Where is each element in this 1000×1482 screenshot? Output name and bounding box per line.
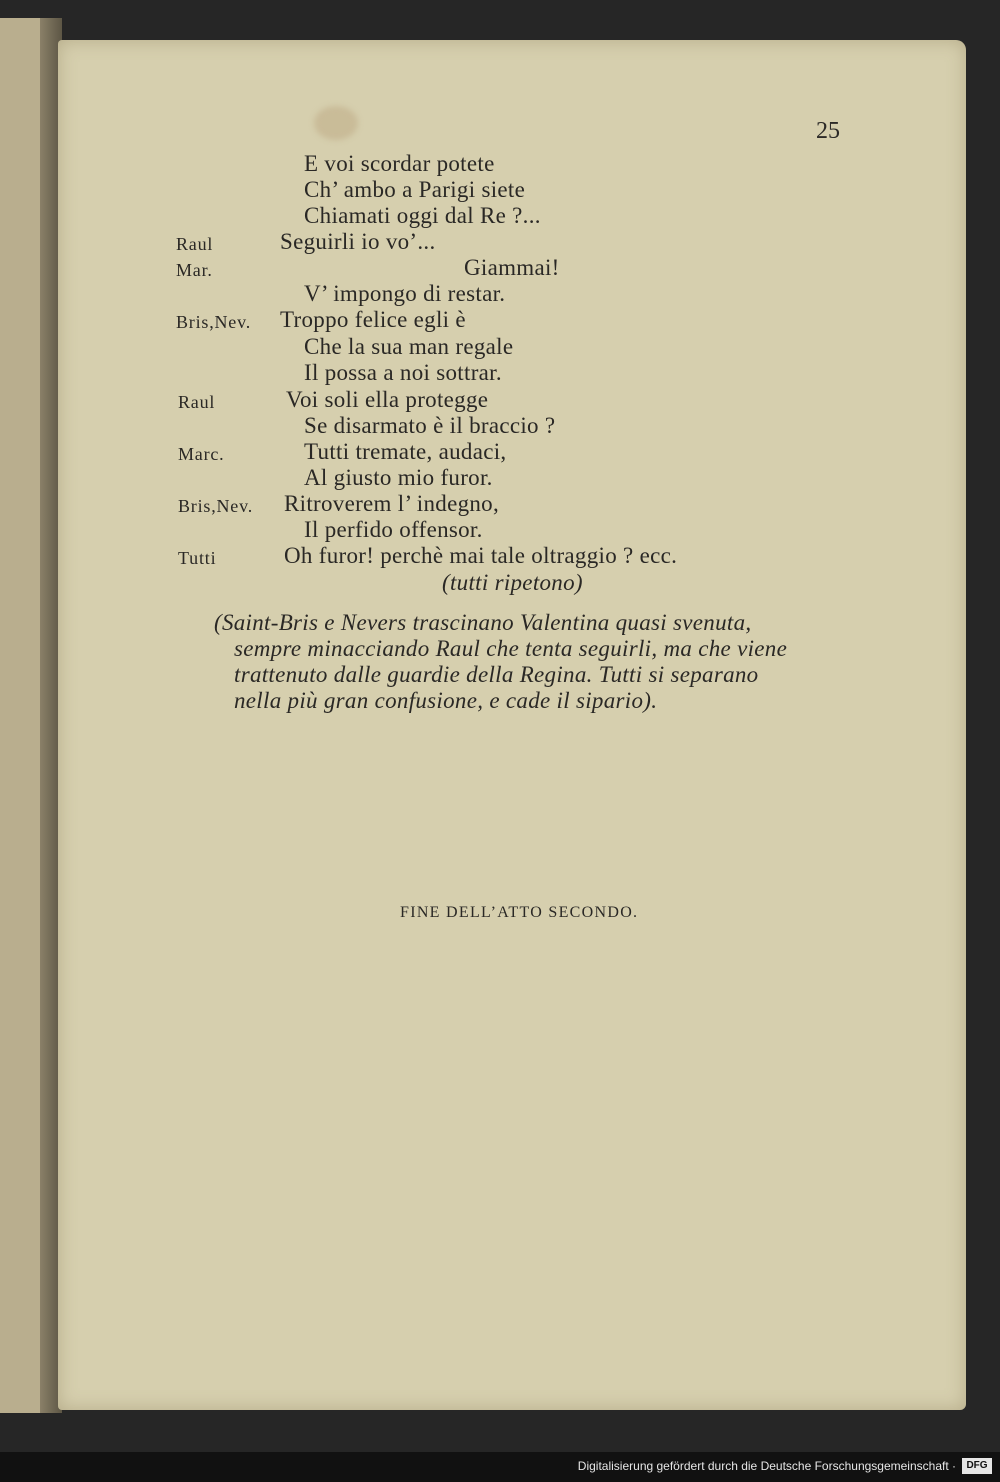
verse-line: Oh furor! perchè mai tale oltraggio ? ecc. (284, 543, 678, 568)
digitization-footer (0, 1452, 1000, 1482)
page-number: 25 (816, 118, 840, 144)
verse-line: V’ impongo di restar. (304, 281, 506, 306)
verse-line: Se disarmato è il braccio ? (304, 413, 556, 438)
speaker-label: Bris,Nev. (176, 312, 252, 332)
verse-line: Chiamati oggi dal Re ?... (304, 203, 541, 228)
speaker-label: Mar. (176, 260, 213, 280)
stage-direction-line: trattenuto dalle guardie della Regina. Tutti si separano (234, 662, 759, 687)
stage-direction-line: nella più gran confusione, e cade il sipario). (234, 688, 658, 713)
verse-line: Il perfido offensor. (304, 517, 483, 542)
verse-line: E voi scordar potete (304, 151, 495, 176)
verse-line: Il possa a noi sottrar. (304, 360, 502, 385)
verse-line: Al giusto mio furor. (304, 465, 493, 490)
verse-line: Ch’ ambo a Parigi siete (304, 177, 526, 202)
stage-direction-line: (Saint-Bris e Nevers trascinano Valentina quasi svenuta, (214, 610, 752, 635)
speaker-label: Marc. (178, 444, 225, 464)
speaker-label: Bris,Nev. (178, 496, 254, 516)
book-page (58, 40, 966, 1410)
speaker-label: Raul (178, 392, 216, 412)
funding-credit: Digitalisierung gefördert durch die Deutsche Forschungsgemeinschaft · (577, 1459, 956, 1473)
verse-line: Tutti tremate, audaci, (304, 439, 507, 464)
verse-line: Che la sua man regale (304, 334, 514, 359)
verse-line: Giammai! (464, 255, 560, 280)
speaker-label: Tutti (178, 548, 217, 568)
speaker-label: Raul (176, 234, 214, 254)
verse-line: Voi soli ella protegge (286, 387, 489, 412)
verse-line: Seguirli io vo’... (280, 229, 436, 254)
paper-stain (314, 106, 358, 140)
stage-direction-line: sempre minacciando Raul che tenta seguirli, ma che viene (234, 636, 788, 661)
act-end-note: FINE DELL’ATTO SECONDO. (400, 904, 639, 921)
verse-line: Troppo felice egli è (280, 307, 466, 332)
dfg-logo: DFG (962, 1458, 992, 1474)
verse-line: Ritroverem l’ indegno, (284, 491, 500, 516)
stage-note: (tutti ripetono) (442, 570, 583, 595)
